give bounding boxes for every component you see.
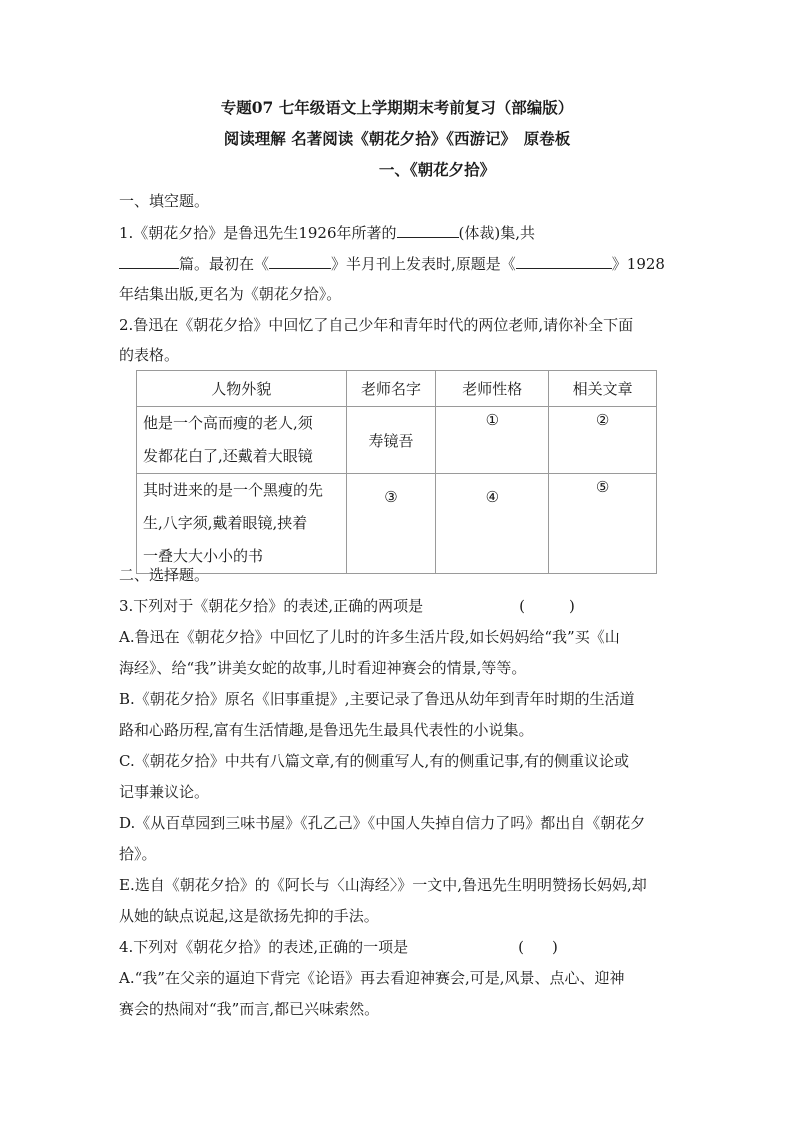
q3-option-e-line1: E.选自《朝花夕拾》的《阿长与〈山海经〉》一文中,鲁迅先生明明赞扬长妈妈,却 <box>119 876 647 894</box>
q3-option-c-line1: C.《朝花夕拾》中共有八篇文章,有的侧重写人,有的侧重记事,有的侧重议论或 <box>119 752 630 770</box>
q1-text-b: (体裁)集,共 <box>458 224 535 242</box>
q3-option-e-line2: 从她的缺点说起,这是欲扬先抑的手法。 <box>119 907 379 925</box>
q1-blank-original-title[interactable] <box>516 253 612 269</box>
appearance-line: 发都花白了,还戴着大眼镜 <box>143 447 313 465</box>
q3-stem <box>119 596 581 616</box>
q4-answer-paren[interactable] <box>518 937 564 957</box>
q4-option-a-line2: 赛会的热闹对“我”而言,都已兴味索然。 <box>119 1000 380 1018</box>
table-header-name: 老师名字 <box>346 371 436 407</box>
paren-close: ) <box>568 597 575 615</box>
table-row <box>137 407 657 474</box>
q1-text-a: 1.《朝花夕拾》是鲁迅先生1926年所著的 <box>119 224 397 242</box>
table-cell-article[interactable]: ⑤ <box>549 474 657 574</box>
q1-blank-journal[interactable] <box>269 253 331 269</box>
q3-option-a-line1: A.鲁迅在《朝花夕拾》中回忆了儿时的许多生活片段,如长妈妈给“我”买《山 <box>119 628 620 646</box>
table-header-row <box>137 371 657 407</box>
q4-option-a-line1: A.“我”在父亲的逼迫下背完《论语》再去看迎神赛会,可是,风景、点心、迎神 <box>119 969 625 987</box>
q3-option-b-line2: 路和心路历程,富有生活情趣,是鲁迅先生最具代表性的小说集。 <box>119 721 534 739</box>
q3-option-d-line2: 拾》。 <box>119 845 157 863</box>
part2-heading: 二、选择题。 <box>119 566 210 584</box>
appearance-line: 他是一个高而瘦的老人,须 <box>143 414 313 432</box>
q1-blank-genre[interactable] <box>397 222 459 238</box>
q3-option-a-line2: 海经》、给“我”讲美女蛇的故事,儿时看迎神赛会的情景,等等。 <box>119 659 527 677</box>
paren-close: ) <box>551 938 558 956</box>
q1-text-e: 》1928 <box>611 255 665 273</box>
table-cell-appearance <box>137 407 347 474</box>
table-cell-trait[interactable]: ④ <box>436 474 549 574</box>
table-cell-appearance <box>137 474 347 574</box>
table-header-appearance: 人物外貌 <box>137 371 347 407</box>
q4-stem-text: 4.下列对《朝花夕拾》的表述,正确的一项是 <box>119 938 409 956</box>
q1-line2 <box>119 253 665 274</box>
table-header-trait: 老师性格 <box>436 371 549 407</box>
table-cell-trait[interactable]: ① <box>436 407 549 474</box>
q1-line3: 年结集出版,更名为《朝花夕拾》。 <box>119 285 342 303</box>
part1-heading: 一、填空题。 <box>119 192 210 210</box>
q2-line1: 2.鲁迅在《朝花夕拾》中回忆了自己少年和青年时代的两位老师,请你补全下面 <box>119 316 634 334</box>
table-header-article: 相关文章 <box>549 371 657 407</box>
paren-open: ( <box>519 597 525 615</box>
table-row <box>137 474 657 574</box>
q1-text-d: 》半月刊上发表时,原题是《 <box>331 255 516 273</box>
q3-option-b-line1: B.《朝花夕拾》原名《旧事重提》,主要记录了鲁迅从幼年到青年时期的生活道 <box>119 690 635 708</box>
q3-option-d-line1: D.《从百草园到三味书屋》《孔乙己》《中国人失掉自信力了吗》都出自《朝花夕 <box>119 814 646 832</box>
q4-stem <box>119 937 564 957</box>
paren-open: ( <box>518 938 524 956</box>
section-heading: 一、《朝花夕拾》 <box>378 160 496 179</box>
appearance-line: 一叠大大小小的书 <box>143 547 264 565</box>
q3-answer-paren[interactable] <box>519 596 581 616</box>
document-title: 专题07 七年级语文上学期期末考前复习（部编版） <box>220 98 574 117</box>
q3-stem-text: 3.下列对于《朝花夕拾》的表述,正确的两项是 <box>119 597 424 615</box>
table-cell-name: 寿镜吾 <box>346 407 436 474</box>
appearance-line: 生,八字须,戴着眼镜,挟着 <box>143 514 308 532</box>
document-subtitle: 阅读理解 名著阅读《朝花夕拾》《西游记》 原卷板 <box>223 129 571 148</box>
q1-line1 <box>119 222 535 243</box>
teacher-table <box>136 370 657 574</box>
q1-blank-count[interactable] <box>119 253 179 269</box>
q3-option-c-line2: 记事兼议论。 <box>119 783 210 801</box>
table-cell-article[interactable]: ② <box>549 407 657 474</box>
q1-text-c: 篇。最初在《 <box>179 255 270 273</box>
appearance-line: 其时进来的是一个黑瘦的先 <box>143 481 324 499</box>
q2-line2: 的表格。 <box>119 346 180 364</box>
table-cell-name[interactable]: ③ <box>346 474 436 574</box>
